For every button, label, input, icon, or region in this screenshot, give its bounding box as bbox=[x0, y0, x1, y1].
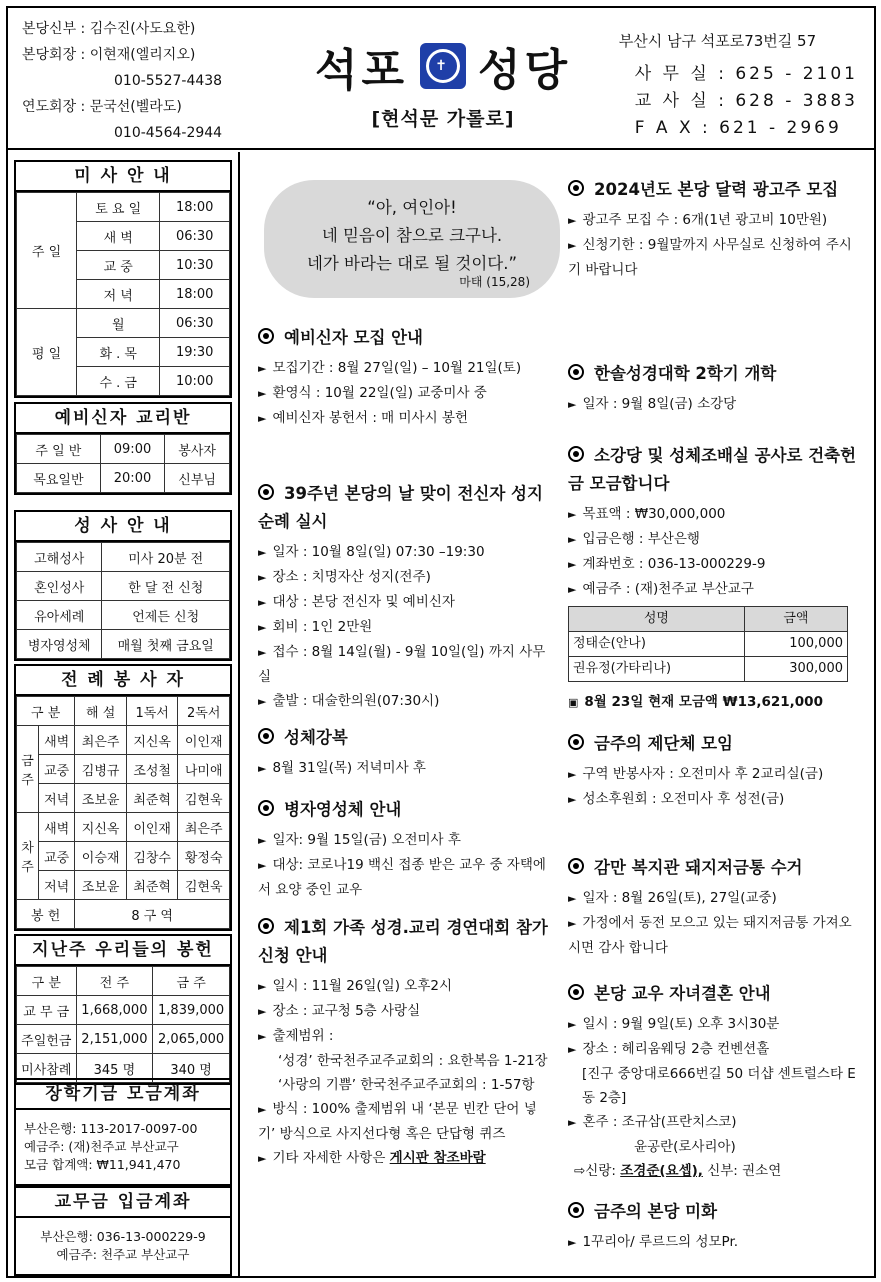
rectory-phone: 교 사 실 : 628 - 3883 bbox=[634, 91, 858, 111]
arrow-icon: ► bbox=[568, 398, 577, 411]
section-item: 광고주 모집 수 : 6개(1년 광고비 10만원) bbox=[582, 212, 828, 228]
class-cell: 목요일반 bbox=[17, 464, 101, 493]
arrow-icon: ► bbox=[258, 980, 267, 993]
sacrament-cell: 유아세례 bbox=[17, 601, 102, 630]
section-item: 가정에서 동전 모으고 있는 돼지저금통 가져오시면 감사 합니다 bbox=[568, 915, 852, 956]
server-cell: 이승재 bbox=[75, 842, 127, 871]
section-item: 일시 : 9월 9일(토) 오후 3시30분 bbox=[582, 1016, 780, 1032]
servers-title: 전 례 봉 사 자 bbox=[16, 666, 230, 696]
sacrament-cell: 매월 첫째 금요일 bbox=[102, 630, 230, 659]
section-item: 접수 : 8월 14일(월) - 9월 10일(일) 까지 사무실 bbox=[258, 644, 546, 685]
section-cleaning bbox=[568, 1198, 858, 1255]
mass-cell: 수 . 금 bbox=[77, 367, 160, 396]
arrow-icon: ► bbox=[258, 1005, 267, 1018]
server-cell: 최은주 bbox=[178, 813, 230, 842]
sacrament-cell: 언제든 신청 bbox=[102, 601, 230, 630]
section-title: 병자영성체 안내 bbox=[284, 800, 402, 819]
quote-line: “아, 여인아! bbox=[367, 198, 457, 217]
section-item: 목표액 : ₩30,000,000 bbox=[582, 506, 726, 522]
scripture-quote bbox=[264, 180, 560, 298]
mass-cell: 화 . 목 bbox=[77, 338, 160, 367]
section-title: 금주의 본당 미화 bbox=[594, 1202, 718, 1221]
section-item: 대상: 코로나19 백신 접종 받은 교우 중 자택에서 요양 중인 교우 bbox=[258, 857, 546, 898]
mass-cell: 18:00 bbox=[160, 280, 230, 309]
fax: F A X : 621 - 2969 bbox=[634, 118, 842, 138]
section-item: 장소 : 치명자산 성지(전주) bbox=[272, 569, 431, 585]
server-cell: 조보윤 bbox=[75, 871, 127, 900]
class-cell: 주 일 반 bbox=[17, 435, 101, 464]
server-cell: 김병규 bbox=[75, 755, 127, 784]
section-sick-communion bbox=[258, 796, 548, 902]
donor-cell: 정태순(안나) bbox=[569, 632, 745, 657]
bullet-icon bbox=[258, 328, 274, 344]
server-cell: 저녁 bbox=[39, 784, 75, 813]
arrow-icon: ► bbox=[258, 859, 267, 872]
scholarship-account bbox=[14, 1078, 232, 1186]
weekday-label: 평 일 bbox=[17, 309, 77, 396]
arrow-icon: ► bbox=[258, 1103, 267, 1116]
section-item: 모집기간 : 8월 27일(일) – 10월 21일(토) bbox=[272, 360, 522, 376]
section-pilgrimage bbox=[258, 480, 548, 714]
server-cell: 최준혁 bbox=[126, 784, 178, 813]
server-cell: 조보윤 bbox=[75, 784, 127, 813]
mass-cell: 10:00 bbox=[160, 367, 230, 396]
arrow-icon: ► bbox=[258, 362, 267, 375]
donor-cell: 100,000 bbox=[744, 632, 847, 657]
header-contacts bbox=[22, 16, 222, 146]
offering-head: 금 주 bbox=[153, 967, 230, 996]
donor-head: 성명 bbox=[569, 607, 745, 632]
chairman: 본당회장 : 이현재(엘리지오) bbox=[22, 47, 196, 63]
section-item: 예비신자 봉헌서 : 매 미사시 봉헌 bbox=[272, 410, 469, 426]
bullet-icon bbox=[258, 484, 274, 500]
offering-cell: 2,065,000 bbox=[153, 1025, 230, 1054]
arrow-icon: ► bbox=[568, 558, 577, 571]
offering-cell: 교 무 금 bbox=[17, 996, 77, 1025]
section-item: 출제범위 : bbox=[272, 1028, 334, 1044]
arrow-icon: ► bbox=[568, 917, 577, 930]
offering-cell: 345 명 bbox=[76, 1054, 153, 1083]
sacrament-title: 성 사 안 내 bbox=[16, 512, 230, 542]
section-group-meetings bbox=[568, 730, 858, 812]
quote-source: 마태 (15,28) bbox=[459, 275, 530, 289]
arrow-icon: ► bbox=[568, 533, 577, 546]
servers-head: 해 설 bbox=[75, 697, 127, 726]
bullet-icon bbox=[258, 918, 274, 934]
arrow-icon: ► bbox=[258, 596, 267, 609]
server-cell: 이인재 bbox=[178, 726, 230, 755]
section-item: 출발 : 대술한의원(07:30시) bbox=[272, 693, 440, 709]
quote-line: 네 믿음이 참으로 크구나. bbox=[321, 226, 503, 245]
section-bible-contest bbox=[258, 914, 548, 1171]
arrow-icon: ► bbox=[258, 695, 267, 708]
server-cell: 교중 bbox=[39, 755, 75, 784]
arrow-icon: ► bbox=[568, 1043, 577, 1056]
arrow-icon: ► bbox=[568, 1018, 577, 1031]
offering-cell: 주일헌금 bbox=[17, 1025, 77, 1054]
offerings-title: 지난주 우리들의 봉헌 bbox=[16, 936, 230, 966]
server-cell: 나미애 bbox=[178, 755, 230, 784]
section-title: 39주년 본당의 날 맞이 전신자 성지순례 실시 bbox=[258, 484, 543, 531]
section-item: 장소 : 교구청 5층 사랑실 bbox=[272, 1003, 421, 1019]
scholarship-holder: 예금주: (재)천주교 부산교구 bbox=[24, 1139, 179, 1154]
section-title: 제1회 가족 성경.교리 경연대회 참가 신청 안내 bbox=[258, 918, 548, 965]
weekly-offerings bbox=[14, 934, 232, 1085]
title-left: 석포 bbox=[314, 45, 408, 96]
section-title: 성체강복 bbox=[284, 728, 348, 747]
arrow-icon: ► bbox=[258, 571, 267, 584]
sacrament-cell: 병자영성체 bbox=[17, 630, 102, 659]
dues-holder: 예금주: 천주교 부산교구 bbox=[56, 1247, 190, 1262]
section-title: 감만 복지관 돼지저금통 수거 bbox=[594, 858, 803, 877]
scholarship-total: 모금 합계액: ₩11,941,470 bbox=[24, 1157, 181, 1172]
servers-head: 1독서 bbox=[126, 697, 178, 726]
arrow-icon: ► bbox=[258, 1152, 267, 1165]
servers-head: 구 분 bbox=[17, 697, 75, 726]
arrow-icon: ► bbox=[568, 1236, 577, 1249]
arrow-icon: ► bbox=[568, 793, 577, 806]
offering-label: 봉 헌 bbox=[17, 900, 75, 929]
patron-subtitle: [현석문 가롤로] bbox=[371, 108, 515, 130]
section-title: 금주의 제단체 모임 bbox=[594, 734, 734, 753]
class-cell: 09:00 bbox=[100, 435, 164, 464]
class-cell: 봉사자 bbox=[165, 435, 230, 464]
section-item: 일자 : 10월 8일(일) 07:30 –19:30 bbox=[272, 544, 485, 560]
offering-value: 8 구 역 bbox=[75, 900, 230, 929]
server-cell: 조성철 bbox=[126, 755, 178, 784]
donor-cell: 300,000 bbox=[744, 657, 847, 682]
offering-head: 전 주 bbox=[76, 967, 153, 996]
server-cell: 최은주 bbox=[75, 726, 127, 755]
section-wedding bbox=[568, 980, 858, 1183]
mass-cell: 10:30 bbox=[160, 251, 230, 280]
bullet-icon bbox=[568, 364, 584, 380]
section-item: 성소후원회 : 오전미사 후 성전(금) bbox=[582, 791, 785, 807]
next-week-label: 차주 bbox=[17, 813, 39, 900]
office-phone: 사 무 실 : 625 - 2101 bbox=[634, 64, 858, 84]
mass-cell: 19:30 bbox=[160, 338, 230, 367]
liturgy-servers bbox=[14, 664, 232, 931]
arrow-icon: ► bbox=[258, 1030, 267, 1043]
dues-account bbox=[14, 1186, 232, 1276]
bullet-icon bbox=[568, 1202, 584, 1218]
offering-head: 구 분 bbox=[17, 967, 77, 996]
section-item: 일자: 9월 15일(금) 오전미사 후 bbox=[272, 832, 461, 848]
dues-title: 교무금 입금계좌 bbox=[16, 1188, 230, 1218]
section-item: 구역 반봉사자 : 오전미사 후 2교리실(금) bbox=[582, 766, 824, 782]
arrow-icon: ► bbox=[258, 387, 267, 400]
bullet-icon bbox=[568, 984, 584, 1000]
bullet-icon bbox=[568, 858, 584, 874]
server-cell: 황정숙 bbox=[178, 842, 230, 871]
mass-cell: 교 중 bbox=[77, 251, 160, 280]
servers-head: 2독서 bbox=[178, 697, 230, 726]
sacrament-cell: 고해성사 bbox=[17, 543, 102, 572]
scholarship-title: 장학기금 모금계좌 bbox=[16, 1080, 230, 1110]
fund-total: 8월 23일 현재 모금액 ₩13,621,000 bbox=[584, 694, 823, 710]
arrow-icon: ► bbox=[568, 1116, 577, 1129]
section-item: 대상 : 본당 전신자 및 예비신자 bbox=[272, 594, 455, 610]
mass-cell: 새 벽 bbox=[77, 222, 160, 251]
donor-cell: 권유정(가타리나) bbox=[569, 657, 745, 682]
host-name: 조규삼(프란치스코) bbox=[621, 1114, 737, 1130]
sacrament-cell: 미사 20분 전 bbox=[102, 543, 230, 572]
bullet-icon bbox=[568, 180, 584, 196]
server-cell: 지신옥 bbox=[75, 813, 127, 842]
server-cell: 저녁 bbox=[39, 871, 75, 900]
assoc-chairman: 연도회장 : 문국선(벨라도) bbox=[22, 99, 182, 115]
donor-head: 금액 bbox=[744, 607, 847, 632]
section-building-fund bbox=[568, 442, 858, 715]
section-item: 일시 : 11월 26일(일) 오후2시 bbox=[272, 978, 452, 994]
section-title: 소강당 및 성체조배실 공사로 건축헌금 모금합니다 bbox=[568, 446, 857, 493]
section-piggy-bank bbox=[568, 854, 858, 960]
section-item: 일자 : 9월 8일(금) 소강당 bbox=[582, 396, 737, 412]
bulletin-board-reference: 게시판 참조바람 bbox=[389, 1150, 486, 1166]
bullet-icon bbox=[258, 728, 274, 744]
section-item: 계좌번호 : 036-13-000229-9 bbox=[582, 556, 766, 572]
section-title: 본당 교우 자녀결혼 안내 bbox=[594, 984, 771, 1003]
class-cell: 신부님 bbox=[165, 464, 230, 493]
arrow-icon: ► bbox=[258, 834, 267, 847]
server-cell: 김현욱 bbox=[178, 871, 230, 900]
server-cell: 이인재 bbox=[126, 813, 178, 842]
church-logo-icon: ✝ bbox=[420, 43, 466, 89]
left-column bbox=[8, 152, 240, 1276]
address: 부산시 남구 석포로73번길 57 bbox=[618, 32, 817, 50]
offering-cell: 미사참례 bbox=[17, 1054, 77, 1083]
arrow-icon: ► bbox=[258, 412, 267, 425]
sacrament-info bbox=[14, 510, 232, 661]
contest-scope: ‘사랑의 기쁨’ 한국천주교주교회의 : 1-57항 bbox=[278, 1077, 535, 1093]
groom-name: 조경준(요셉), bbox=[620, 1163, 703, 1179]
offering-cell: 1,668,000 bbox=[76, 996, 153, 1025]
section-item: 환영식 : 10월 22일(일) 교중미사 중 bbox=[272, 385, 487, 401]
wedding-address: [진구 중앙대로666번길 50 더샵 센트럴스타 E동 2층] bbox=[582, 1066, 856, 1106]
this-week-label: 금주 bbox=[17, 726, 39, 813]
arrow-icon: ► bbox=[258, 762, 267, 775]
sunday-label: 주 일 bbox=[17, 193, 77, 309]
section-item: 1꾸리아/ 루르드의 성모Pr. bbox=[582, 1234, 739, 1250]
section-item: 입금은행 : 부산은행 bbox=[582, 531, 700, 547]
section-catechumen-recruit bbox=[258, 324, 548, 431]
server-cell: 김창수 bbox=[126, 842, 178, 871]
sacrament-cell: 한 달 전 신청 bbox=[102, 572, 230, 601]
host-name: 윤공란(로사리아) bbox=[634, 1139, 736, 1155]
arrow-icon: ► bbox=[568, 583, 577, 596]
mass-cell: 토 요 일 bbox=[77, 193, 160, 222]
mass-schedule bbox=[14, 160, 232, 398]
server-cell: 최준혁 bbox=[126, 871, 178, 900]
arrow-icon: ► bbox=[568, 239, 577, 252]
server-cell: 새벽 bbox=[39, 813, 75, 842]
contest-scope: ‘성경’ 한국천주교주교회의 : 요한복음 1-21장 bbox=[278, 1053, 548, 1069]
section-bible-college bbox=[568, 360, 858, 417]
host-label: 혼주 : bbox=[582, 1114, 622, 1130]
offering-cell: 1,839,000 bbox=[153, 996, 230, 1025]
section-item: 일자 : 8월 26일(토), 27일(교중) bbox=[582, 890, 777, 906]
mass-title: 미 사 안 내 bbox=[16, 162, 230, 192]
section-item: 예금주 : (재)천주교 부산교구 bbox=[582, 581, 754, 597]
title-right: 성당 bbox=[478, 45, 572, 96]
mass-cell: 06:30 bbox=[160, 222, 230, 251]
class-cell: 20:00 bbox=[100, 464, 164, 493]
section-item: 기타 자세한 사항은 bbox=[272, 1150, 390, 1166]
header-office bbox=[619, 30, 858, 142]
arrow-icon: ► bbox=[258, 546, 267, 559]
church-title bbox=[308, 34, 578, 131]
mass-cell: 18:00 bbox=[160, 193, 230, 222]
arrow-icon: ► bbox=[568, 892, 577, 905]
catechumen-class bbox=[14, 402, 232, 495]
section-calendar-ads bbox=[568, 176, 858, 282]
section-title: 2024년도 본당 달력 광고주 모집 bbox=[594, 180, 839, 199]
pastor: 본당신부 : 김수진(사도요한) bbox=[22, 21, 196, 37]
arrow-icon: ► bbox=[568, 768, 577, 781]
arrow-icon: ► bbox=[258, 621, 267, 634]
groom-label: ⇨신랑: bbox=[574, 1163, 621, 1179]
dues-bank: 부산은행: 036-13-000229-9 bbox=[40, 1229, 206, 1244]
bullet-icon bbox=[258, 800, 274, 816]
section-title: 한솔성경대학 2학기 개학 bbox=[594, 364, 777, 383]
assoc-phone: 010-4564-2944 bbox=[114, 125, 223, 141]
header bbox=[8, 8, 874, 150]
arrow-icon: ► bbox=[568, 508, 577, 521]
catechumen-title: 예비신자 교리반 bbox=[16, 404, 230, 434]
server-cell: 교중 bbox=[39, 842, 75, 871]
bulletin-page bbox=[6, 6, 876, 1278]
section-item: 방식 : 100% 출제범위 내 ‘본문 빈칸 단어 넣기’ 방식으로 사지선다형 혹은 단답형 퀴즈 bbox=[258, 1101, 537, 1142]
mass-cell: 저 녁 bbox=[77, 280, 160, 309]
bullet-icon bbox=[568, 734, 584, 750]
server-cell: 김현욱 bbox=[178, 784, 230, 813]
section-item: 8월 31일(목) 저녁미사 후 bbox=[272, 760, 426, 776]
section-item: 장소 : 헤리움웨딩 2층 컨벤션홀 bbox=[582, 1041, 770, 1057]
sacrament-cell: 혼인성사 bbox=[17, 572, 102, 601]
arrow-icon: ► bbox=[568, 214, 577, 227]
section-title: 예비신자 모집 안내 bbox=[284, 328, 424, 347]
bride-name: 신부: 권소연 bbox=[702, 1163, 782, 1179]
offering-cell: 2,151,000 bbox=[76, 1025, 153, 1054]
quote-line: 네가 바라는 대로 될 것이다.” bbox=[306, 254, 518, 273]
server-cell: 새벽 bbox=[39, 726, 75, 755]
section-item: 회비 : 1인 2만원 bbox=[272, 619, 373, 635]
section-item: 신청기한 : 9월말까지 사무실로 신청하여 주시기 바랍니다 bbox=[568, 237, 852, 278]
mass-cell: 월 bbox=[77, 309, 160, 338]
scholarship-bank: 부산은행: 113-2017-0097-00 bbox=[24, 1121, 198, 1136]
arrow-icon: ► bbox=[258, 646, 267, 659]
server-cell: 지신옥 bbox=[126, 726, 178, 755]
offering-cell: 340 명 bbox=[153, 1054, 230, 1083]
bullet-icon bbox=[568, 446, 584, 462]
section-benediction bbox=[258, 724, 548, 781]
square-bullet-icon: ▣ bbox=[568, 696, 579, 709]
mass-cell: 06:30 bbox=[160, 309, 230, 338]
donor-table bbox=[568, 606, 848, 682]
chairman-phone: 010-5527-4438 bbox=[114, 73, 223, 89]
